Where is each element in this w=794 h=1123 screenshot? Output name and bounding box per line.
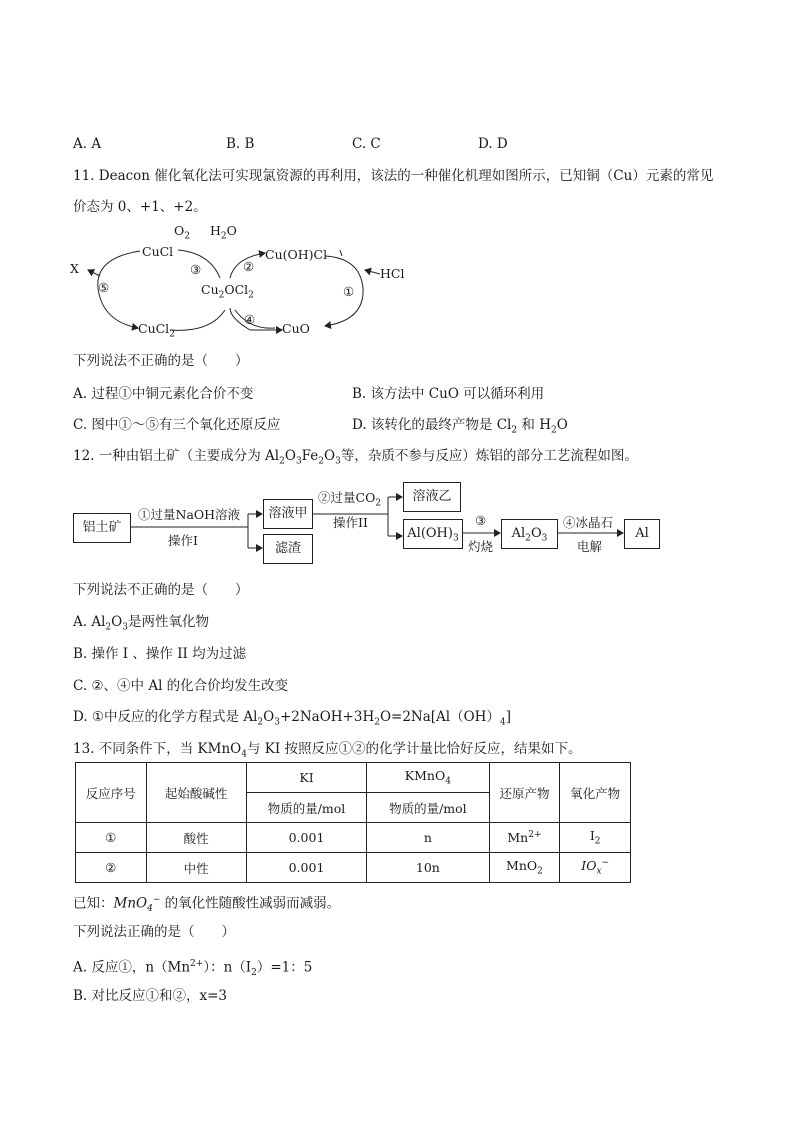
label-burn: 灼烧 bbox=[468, 539, 494, 554]
table-row bbox=[76, 823, 631, 853]
cell-acidity: 酸性 bbox=[146, 823, 246, 853]
q11-stem-line1: 11. Deacon 催化氧化法可实现氯资源的再利用，该法的一种催化机理如图所示，已知铜（Cu）元素的常见 bbox=[73, 168, 714, 184]
label-op1: 操作I bbox=[168, 533, 198, 548]
label-step1: ①过量NaOH溶液 bbox=[138, 507, 241, 522]
label-op2: 操作II bbox=[333, 515, 368, 530]
label-step4: ④冰晶石 bbox=[563, 515, 614, 530]
q12-option-a: A. $Al_2O_3$是两性氧化物 bbox=[73, 614, 209, 633]
header-reduction-product: 还原产物 bbox=[489, 763, 560, 823]
q13-stem: 13. 不同条件下，当 KMnO$_4$与 KI 按照反应①②的化学计量比恰好反应，结果如下。 bbox=[73, 741, 582, 760]
q11-option-b: B. 该方法中 CuO 可以循环利用 bbox=[352, 386, 545, 402]
q12-option-b: B. 操作 I 、操作 II 均为过滤 bbox=[73, 646, 247, 662]
label-step2: ②过量$CO_2$ bbox=[318, 490, 382, 509]
q13-prompt: 下列说法正确的是（ ） bbox=[73, 924, 235, 940]
q12-prompt: 下列说法不正确的是（ ） bbox=[73, 582, 249, 598]
box-al: Al bbox=[624, 519, 660, 549]
step-5-label: ⑤ bbox=[98, 280, 110, 295]
q13-option-a: A. 反应①，$n(Mn^{2+})$：$n(I_2)=1$：5 bbox=[73, 959, 313, 979]
cell-oxidation: $IO_x^-$ bbox=[560, 853, 631, 883]
label-step3: ③ bbox=[475, 513, 487, 528]
label-cuohcl: Cu(OH)Cl bbox=[265, 247, 328, 262]
cell-ki: 0.001 bbox=[246, 823, 366, 853]
cell-kmno4: n bbox=[367, 823, 489, 853]
box-aloh3: $Al(OH)_3$ bbox=[403, 519, 463, 549]
q13-option-b: B. 对比反应①和②，x=3 bbox=[73, 988, 228, 1004]
q11-option-d: D. 该转化的最终产物是 $Cl_2$ 和 $H_2O$ bbox=[352, 417, 568, 436]
cell-seq: ① bbox=[76, 823, 147, 853]
step-4-label: ④ bbox=[244, 312, 256, 327]
header-ki: KI bbox=[246, 763, 366, 793]
q11-option-c: C. 图中①～⑤有三个氧化还原反应 bbox=[73, 417, 281, 433]
cell-reduction: MnO$_2$ bbox=[489, 853, 560, 883]
table-row bbox=[76, 853, 631, 883]
cell-ki: 0.001 bbox=[246, 853, 366, 883]
header-initial-acidity: 起始酸碱性 bbox=[146, 763, 246, 823]
box-solution-b: 溶液乙 bbox=[403, 482, 461, 512]
cell-kmno4: 10n bbox=[367, 853, 489, 883]
label-h2o: $H_2O$ bbox=[210, 223, 237, 242]
label-cuo: CuO bbox=[282, 321, 310, 336]
label-cucl: CuCl bbox=[142, 244, 174, 259]
label-cucl2: CuCl$_2$ bbox=[138, 321, 175, 340]
cell-reduction: $Mn^{2+}$ bbox=[489, 823, 560, 853]
q12-option-d: D. ①中反应的化学方程式是 $Al_2O_3+2NaOH+3H_2O=2Na[Al(OH)_4]$ bbox=[73, 709, 511, 728]
cell-oxidation: $I_2$ bbox=[560, 823, 631, 853]
box-bauxite: 铝土矿 bbox=[73, 513, 131, 543]
q13-known: 已知：MnO$_4$− 的氧化性随酸性减弱而减弱。 bbox=[73, 895, 341, 915]
q13-results-table bbox=[75, 762, 631, 883]
label-hcl: HCl bbox=[380, 266, 405, 281]
step-2-label: ② bbox=[243, 259, 255, 274]
q10-option-c: C. C bbox=[352, 136, 381, 152]
q10-option-d: D. D bbox=[478, 136, 508, 152]
box-solution-a: 溶液甲 bbox=[263, 499, 313, 529]
label-o2: $O_2$ bbox=[174, 223, 190, 242]
header-ki-amount: 物质的量/mol bbox=[246, 793, 366, 823]
label-electrolysis: 电解 bbox=[577, 539, 603, 554]
header-oxidation-product: 氧化产物 bbox=[560, 763, 631, 823]
header-kmno4-amount: 物质的量/mol bbox=[367, 793, 489, 823]
box-al2o3: $Al_2O_3$ bbox=[501, 519, 558, 549]
q11-prompt: 下列说法不正确的是（ ） bbox=[73, 353, 249, 369]
q12-stem: 12. 一种由铝土矿（主要成分为 $Al_2O_3Fe_2O_3$等，杂质不参与反应）炼铝的部分工艺流程如图。 bbox=[73, 448, 638, 467]
header-reaction-seq: 反应序号 bbox=[76, 763, 147, 823]
cell-acidity: 中性 bbox=[146, 853, 246, 883]
q12-option-c: C. ②、④中 Al 的化合价均发生改变 bbox=[73, 678, 289, 694]
step-3-label: ③ bbox=[190, 262, 202, 277]
label-cu2ocl2: $Cu_2OCl_2$ bbox=[201, 282, 254, 301]
q12-flow-diagram bbox=[60, 475, 680, 575]
cell-seq: ② bbox=[76, 853, 147, 883]
q11-cycle-diagram bbox=[60, 218, 420, 348]
q10-option-a: A. A bbox=[73, 136, 102, 152]
box-residue: 滤渣 bbox=[263, 534, 313, 564]
q11-option-a: A. 过程①中铜元素化合价不变 bbox=[73, 386, 254, 402]
label-x: X bbox=[70, 261, 79, 276]
q10-option-b: B. B bbox=[226, 136, 255, 152]
q11-stem-line2: 价态为 0、+1、+2。 bbox=[73, 199, 207, 215]
step-1-label: ① bbox=[343, 284, 355, 299]
header-kmno4: KMnO$_4$ bbox=[367, 763, 489, 793]
